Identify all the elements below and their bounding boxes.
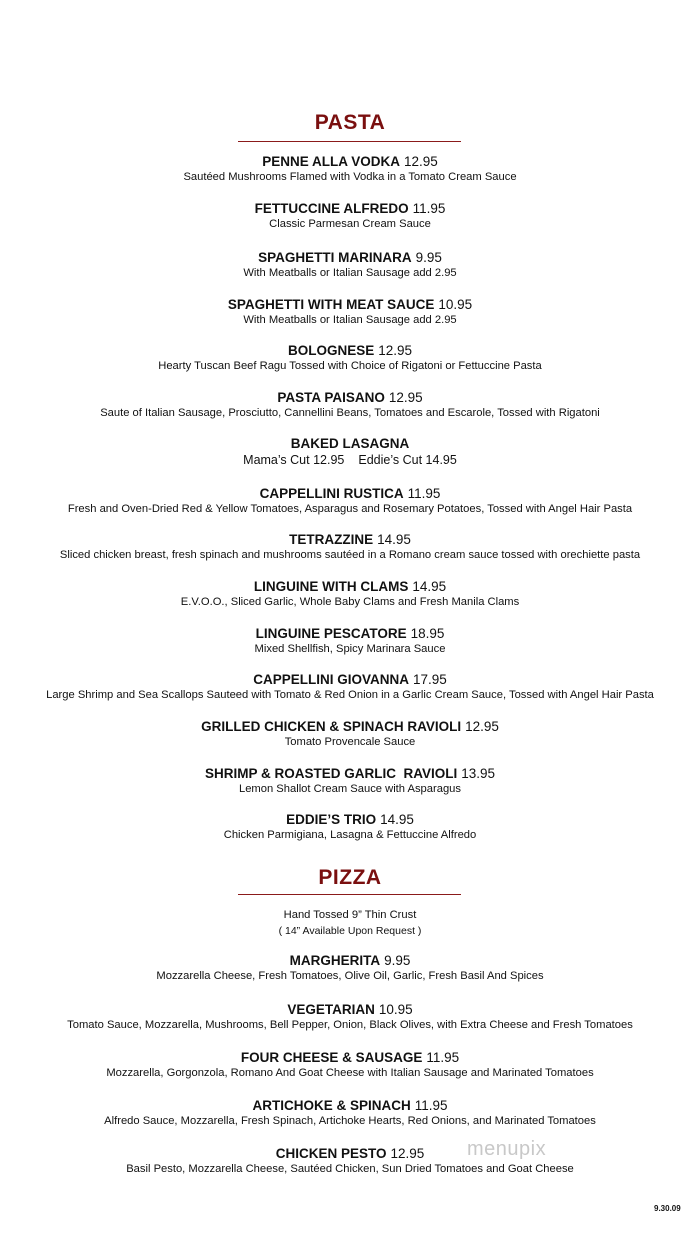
item-price: 10.95 xyxy=(378,1002,413,1017)
item-description: Large Shrimp and Sea Scallops Sauteed with Tomato & Red Onion in a Garlic Cream Sauce, Tossed with Angel Hair Pasta xyxy=(46,689,654,701)
item-price: 11.95 xyxy=(407,486,441,501)
item-price: 14.95 xyxy=(377,532,411,547)
item-description: Classic Parmesan Cream Sauce xyxy=(269,218,431,230)
version-date: 9.30.09 xyxy=(654,1204,681,1213)
item-price: 12.95 xyxy=(378,343,413,358)
item-name: SPAGHETTI MARINARA xyxy=(258,250,412,265)
menupix-watermark: menupix xyxy=(467,1138,547,1160)
item-price: 14.95 xyxy=(412,579,447,594)
item-name: BAKED LASAGNA xyxy=(290,436,410,451)
menu-item-margherita xyxy=(0,953,700,983)
item-description: With Meatballs or Italian Sausage add 2.95 xyxy=(243,267,457,279)
item-price: 11.95 xyxy=(412,201,446,216)
item-price: 9.95 xyxy=(415,250,442,265)
pasta-title-divider xyxy=(238,141,461,142)
item-description: Mixed Shellfish, Spicy Marinara Sauce xyxy=(254,643,446,655)
item-name: TETRAZZINE xyxy=(289,532,374,547)
item-description: Lemon Shallot Cream Sauce with Asparagus xyxy=(238,783,461,795)
item-name: ARTICHOKE & SPINACH xyxy=(252,1098,411,1113)
item-description: Basil Pesto, Mozzarella Cheese, Sautéed Chicken, Sun Dried Tomatoes and Goat Cheese xyxy=(126,1163,574,1175)
item-price: 14.95 xyxy=(380,812,414,827)
item-price: 12.95 xyxy=(465,719,499,734)
mamas-cut-price: Mama’s Cut 12.95 xyxy=(243,453,345,467)
item-price: 11.95 xyxy=(426,1050,460,1065)
item-description: Tomato Sauce, Mozzarella, Mushrooms, Bell Pepper, Onion, Black Olives, with Extra Cheese and Fresh Tomatoes xyxy=(67,1019,633,1031)
menu-item-shrimp-roasted-garlic-ravioli xyxy=(0,766,700,796)
item-name: PENNE ALLA VODKA xyxy=(262,154,400,169)
menu-item-bolognese xyxy=(0,343,700,373)
item-name: VEGETARIAN xyxy=(287,1002,375,1017)
item-price: 17.95 xyxy=(412,672,447,687)
item-description: Chicken Parmigiana, Lasagna & Fettuccine Alfredo xyxy=(223,829,477,841)
item-description: Sliced chicken breast, fresh spinach and mushrooms sautéed in a Romano cream sauce tossed with orechiette pasta xyxy=(59,549,641,561)
item-name: MARGHERITA xyxy=(289,953,381,968)
eddies-cut-price: Eddie’s Cut 14.95 xyxy=(358,453,457,467)
menu-item-tetrazzine xyxy=(0,532,700,562)
item-name: BOLOGNESE xyxy=(287,343,375,358)
pizza-title-divider xyxy=(238,894,461,895)
item-description: With Meatballs or Italian Sausage add 2.95 xyxy=(243,314,457,326)
menu-item-penne-alla-vodka xyxy=(0,154,700,184)
item-price: 10.95 xyxy=(438,297,473,312)
item-description: Saute of Italian Sausage, Prosciutto, Cannellini Beans, Tomatoes and Escarole, Tossed with Rigatoni xyxy=(100,407,600,419)
menu-item-artichoke-spinach xyxy=(0,1098,700,1128)
item-price: 18.95 xyxy=(410,626,445,641)
item-description: Sautéed Mushrooms Flamed with Vodka in a Tomato Cream Sauce xyxy=(183,171,517,183)
pizza-section-title: PIZZA xyxy=(318,866,382,889)
item-price: 12.95 xyxy=(388,390,423,405)
menu-item-cappellini-giovanna xyxy=(0,672,700,702)
pasta-section-title: PASTA xyxy=(314,111,386,134)
item-price: 9.95 xyxy=(384,953,411,968)
item-description: Mozzarella, Gorgonzola, Romano And Goat Cheese with Italian Sausage and Marinated Tomatoes xyxy=(106,1067,594,1079)
item-description: Tomato Provencale Sauce xyxy=(284,736,416,748)
menu-item-chicken-pesto xyxy=(0,1146,700,1176)
item-name: LINGUINE WITH CLAMS xyxy=(253,579,409,594)
item-name: FOUR CHEESE & SAUSAGE xyxy=(240,1050,423,1065)
item-name: LINGUINE PESCATORE xyxy=(255,626,407,641)
item-name: GRILLED CHICKEN & SPINACH RAVIOLI xyxy=(201,719,462,734)
item-description: Hearty Tuscan Beef Ragu Tossed with Choice of Rigatoni or Fettuccine Pasta xyxy=(158,360,542,372)
item-description: Alfredo Sauce, Mozzarella, Fresh Spinach, Artichoke Hearts, Red Onions, and Marinated Tomatoes xyxy=(104,1115,596,1127)
item-name: SPAGHETTI WITH MEAT SAUCE xyxy=(227,297,435,312)
item-price: 11.95 xyxy=(414,1098,448,1113)
menu-item-spaghetti-marinara xyxy=(0,250,700,280)
menu-item-spaghetti-meat-sauce xyxy=(0,297,700,327)
pizza-crust-note: Hand Tossed 9” Thin Crust xyxy=(283,909,417,921)
item-price: 12.95 xyxy=(403,154,438,169)
menu-item-linguine-pescatore xyxy=(0,626,700,656)
menu-item-vegetarian xyxy=(0,1002,700,1032)
item-name: CAPPELLINI RUSTICA xyxy=(259,486,404,501)
menu-item-grilled-chicken-spinach-ravioli xyxy=(0,719,700,749)
menu-item-baked-lasagna xyxy=(0,436,700,468)
item-name: FETTUCCINE ALFREDO xyxy=(254,201,409,216)
menu-item-pasta-paisano xyxy=(0,390,700,420)
item-name: CHICKEN PESTO xyxy=(275,1146,387,1161)
item-name: CAPPELLINI GIOVANNA xyxy=(253,672,409,687)
item-price: 13.95 xyxy=(461,766,496,781)
item-name: EDDIE’S TRIO xyxy=(286,812,377,827)
menu-item-cappellini-rustica xyxy=(0,486,700,516)
pizza-size-note: ( 14” Available Upon Request ) xyxy=(278,925,422,937)
menu-item-four-cheese-sausage xyxy=(0,1050,700,1080)
item-name: PASTA PAISANO xyxy=(277,390,385,405)
item-name: SHRIMP & ROASTED GARLIC RAVIOLI xyxy=(204,766,458,781)
item-description: Fresh and Oven-Dried Red & Yellow Tomatoes, Asparagus and Rosemary Potatoes, Tossed with Angel Hair Pasta xyxy=(67,503,633,515)
menu-item-eddies-trio xyxy=(0,812,700,842)
item-description: Mozzarella Cheese, Fresh Tomatoes, Olive Oil, Garlic, Fresh Basil And Spices xyxy=(156,970,544,982)
item-price: 12.95 xyxy=(390,1146,425,1161)
item-description: E.V.O.O., Sliced Garlic, Whole Baby Clams and Fresh Manila Clams xyxy=(180,596,520,608)
menu-item-fettuccine-alfredo xyxy=(0,201,700,231)
menu-item-linguine-with-clams xyxy=(0,579,700,609)
